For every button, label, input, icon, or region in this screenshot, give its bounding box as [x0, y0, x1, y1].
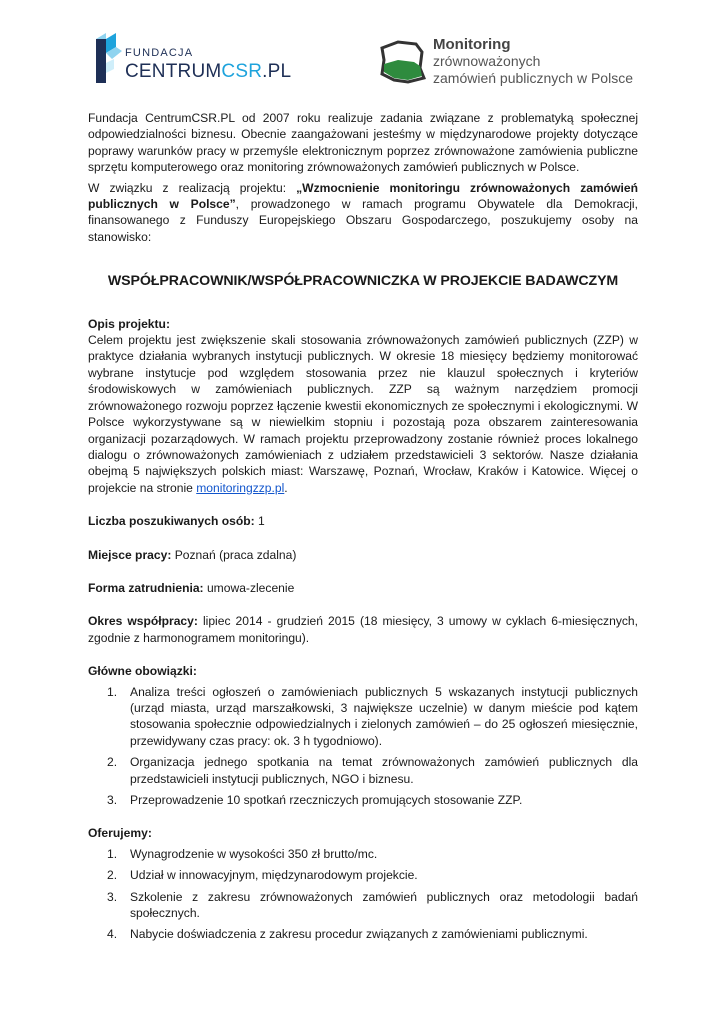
offer-text: Nabycie doświadczenia z zakresu procedur związanych z zamówieniami publicznymi.: [130, 927, 588, 942]
project-description: [88, 332, 638, 496]
offer-text: Udział w innowacyjnym, międzynarodowym projekcie.: [130, 868, 418, 883]
workplace-label: Miejsce pracy:: [88, 547, 172, 562]
offer-label: Oferujemy:: [88, 826, 152, 841]
positions-count-label: Liczba poszukiwanych osób:: [88, 514, 255, 529]
workplace: [88, 547, 638, 563]
duty-item: [88, 684, 638, 750]
fundacja-centrumcsr-logo: [92, 33, 292, 89]
project-description-label: Opis projektu:: [88, 316, 170, 331]
duties-label: Główne obowiązki:: [88, 664, 197, 679]
offer-number: 3.: [107, 889, 118, 904]
logo-monitoring-text: Monitoring: [433, 36, 511, 53]
intro-p2-end: , prowadzonego w ramach programu Obywatele dla Demokracji, finansowanego z Funduszy Europejskiego Obszaru Gospodarczego, poszukujemy osoby na stanowisko:: [88, 197, 638, 244]
logo-zamowien-text: zamówień publicznych w Polsce: [433, 70, 633, 86]
logo-zrownowazonych-text: zrównoważonych: [433, 53, 541, 69]
poland-map-icon: [378, 38, 426, 86]
project-description-end: .: [284, 480, 288, 495]
offer-item: [88, 846, 638, 862]
duty-text: Przeprowadzenie 10 spotkań rzeczniczych promujących stosowanie ZZP.: [130, 793, 523, 807]
logo-pl-part: .PL: [262, 61, 292, 82]
employment-form-value: umowa-zlecenie: [203, 580, 295, 595]
duty-item: [88, 754, 638, 787]
offer-item: [88, 889, 638, 922]
offer-list: [88, 846, 638, 943]
positions-count-value: 1: [254, 514, 265, 529]
duty-number: 3.: [107, 793, 118, 807]
intro-paragraph-1: Fundacja CentrumCSR.PL od 2007 roku realizuje zadania związane z problematyką społecznej odpowiedzialności biznesu. Obecnie zaangażowani jesteśmy w międzynarodowe projekty dotyczące poprawy warunków pracy w przemyśle elektronicznym poprzez zrównoważone zamówienia publiczne sprzętu komputerowego oraz monitoring zrównoważonych zamówień publicznych w Polsce.: [88, 111, 638, 175]
duty-text: Organizacja jednego spotkania na temat zrównoważonych zamówień publicznych dla przedstawicieli instytucji publicznych, NGO i biznesu.: [130, 755, 638, 786]
job-title: WSPÓŁPRACOWNIK/WSPÓŁPRACOWNICZKA W PROJEKCIE BADAWCZYM: [107, 273, 619, 290]
cooperation-period: [88, 613, 638, 646]
offer-text: Wynagrodzenie w wysokości 350 zł brutto/mc.: [130, 846, 378, 861]
document-body: [88, 110, 638, 943]
centrumcsr-logo-icon: [92, 33, 124, 85]
duty-text: Analiza treści ogłoszeń o zamówieniach publicznych 5 wskazanych instytucji publicznych (urząd miasta, urząd marszałkowski, 3 największe uczelnie) w danym mieście pod kątem stosowania społecznie odpowiedzialnych i zielonych zamówień – do 25 ogłoszeń miesięcznie, przewidywany czas pracy: ok. 3 h tygodniowo).: [130, 684, 638, 748]
offer-number: 4.: [107, 927, 118, 942]
workplace-value: Poznań (praca zdalna): [171, 547, 297, 562]
logo-centrum-part: CENTRUM: [125, 61, 222, 82]
intro-paragraph-2: [88, 180, 638, 246]
offer-item: [88, 926, 638, 942]
duties-list: [88, 684, 638, 809]
duty-item: [88, 792, 638, 808]
logo-fundacja-text: FUNDACJA: [125, 47, 194, 59]
employment-form-label: Forma zatrudnienia:: [88, 580, 204, 595]
positions-count: [88, 513, 638, 529]
duty-number: 1.: [107, 684, 118, 699]
project-name: „Wzmocnienie monitoringu zrównoważonych zamówień publicznych w Polsce”: [88, 180, 638, 212]
project-description-text: Celem projektu jest zwiększenie skali stosowania zrównoważonych zamówień publicznych (ZZP) w praktyce działania wybranych instytucji publicznych. W okresie 18 miesięcy będziemy monitorować wybrane instytucje pod względem stosowania przez nie klauzul społecznych i kryteriów środowiskowych w zamówieniach publicznych. ZZP są ważnym narzędziem promocji zrównoważonego rozwoju poprzez łączenie kwestii ekonomicznych ze społecznymi i ekologicznymi. W Polsce wykorzystywane są w niewielkim stopniu i pozostają poza obszarem zainteresowania organizacji pozarządowych. W ramach projektu przeprowadzony zostanie również proces lokalnego dialogu o zrównoważonych zamówieniach z udziałem przedstawicieli 3 sektorów. Nasze działania obejmą 5 największych polskich miast: Warszawę, Poznań, Wrocław, Kraków i Katowice. Więcej o projekcie na stronie: [88, 333, 638, 495]
offer-item: [88, 867, 638, 883]
employment-form: [88, 580, 638, 596]
logo-centrumcsr-text: [125, 61, 291, 83]
intro-p2-start: W związku z realizacją projektu:: [88, 180, 297, 195]
logo-csr-part: CSR: [221, 61, 263, 82]
duty-number: 2.: [107, 755, 118, 770]
offer-number: 1.: [107, 846, 118, 861]
project-website-link[interactable]: monitoringzzp.pl: [196, 480, 285, 495]
offer-text: Szkolenie z zakresu zrównoważonych zamówień publicznych oraz metodologii badań społecznych.: [130, 889, 638, 921]
cooperation-period-label: Okres współpracy:: [88, 614, 198, 629]
monitoring-zzp-logo: [378, 36, 648, 92]
cooperation-period-value: lipiec 2014 - grudzień 2015 (18 miesięcy, 3 umowy w cyklach 6-miesięcznych, zgodnie z harmonogramem monitoringu).: [88, 614, 638, 645]
offer-number: 2.: [107, 868, 118, 883]
